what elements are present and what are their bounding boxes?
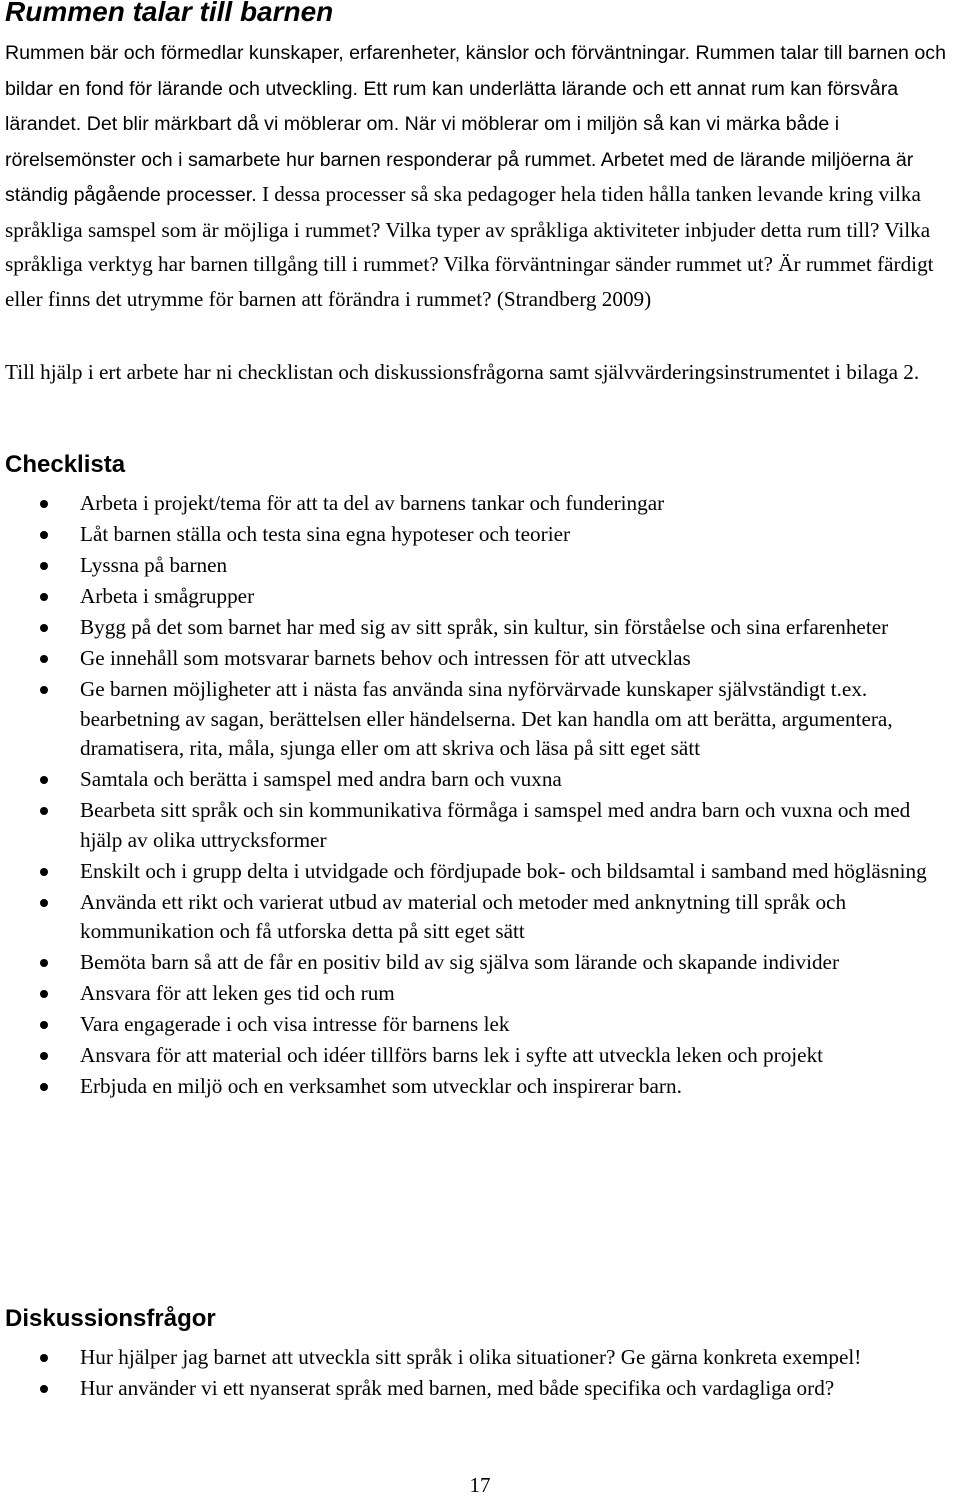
bullet-icon bbox=[40, 1354, 48, 1362]
discussion-list bbox=[0, 1343, 960, 1405]
section-heading-rooms: Rummen talar till barnen bbox=[5, 0, 334, 27]
bullet-icon bbox=[40, 1083, 48, 1091]
list-item-text: Hur använder vi ett nyanserat språk med barnen, med både specifika och vardagliga ord? bbox=[80, 1376, 835, 1400]
list-item bbox=[0, 888, 950, 947]
list-item bbox=[0, 857, 950, 887]
list-item bbox=[0, 489, 950, 519]
intro-paragraph bbox=[5, 35, 960, 316]
discussion-heading: Diskussionsfrågor bbox=[5, 1305, 216, 1332]
list-item-text: Bemöta barn så att de får en positiv bild av sig själva som lärande och skapande individer bbox=[80, 950, 840, 974]
list-item-text: Lyssna på barnen bbox=[80, 553, 228, 577]
list-item-text: Ge innehåll som motsvarar barnets behov och intressen för att utvecklas bbox=[80, 646, 691, 670]
checklist-list bbox=[0, 489, 960, 1103]
list-item-text: Arbeta i smågrupper bbox=[80, 584, 255, 608]
bullet-icon bbox=[40, 1052, 48, 1060]
list-item bbox=[0, 948, 950, 978]
list-item-text: Använda ett rikt och varierat utbud av material och metoder med anknytning till språk och kommunikation och få utforska detta på sitt eget sätt bbox=[80, 889, 847, 943]
list-item-text: Låt barnen ställa och testa sina egna hypoteser och teorier bbox=[80, 522, 571, 546]
help-paragraph: Till hjälp i ert arbete har ni checklistan och diskussionsfrågorna samt självvärderingsinstrumentet i bilaga 2. bbox=[5, 360, 920, 384]
bullet-icon bbox=[40, 500, 48, 508]
bullet-icon bbox=[40, 1385, 48, 1393]
bullet-icon bbox=[40, 686, 48, 694]
list-item-text: Bygg på det som barnet har med sig av sitt språk, sin kultur, sin förståelse och sina erfarenheter bbox=[80, 615, 889, 639]
bullet-icon bbox=[40, 959, 48, 967]
list-item bbox=[0, 765, 950, 795]
list-item-text: Ansvara för att material och idéer tillförs barns lek i syfte att utveckla leken och projekt bbox=[80, 1043, 824, 1067]
list-item bbox=[0, 520, 950, 550]
list-item-text: Hur hjälper jag barnet att utveckla sitt språk i olika situationer? Ge gärna konkreta exempel! bbox=[80, 1345, 862, 1369]
page-number: 17 bbox=[469, 1473, 491, 1497]
list-item-text: Vara engagerade i och visa intresse för barnens lek bbox=[80, 1012, 510, 1036]
list-item bbox=[0, 1010, 950, 1040]
bullet-icon bbox=[40, 776, 48, 784]
list-item bbox=[0, 1343, 950, 1373]
list-item bbox=[0, 1374, 950, 1404]
list-item-text: Enskilt och i grupp delta i utvidgade och fördjupade bok- och bildsamtal i samband med högläsning bbox=[80, 858, 927, 883]
list-item-text: Samtala och berätta i samspel med andra barn och vuxna bbox=[80, 767, 562, 791]
bullet-icon bbox=[40, 624, 48, 632]
list-item bbox=[0, 796, 950, 855]
bullet-icon bbox=[40, 807, 48, 815]
list-item-text: Erbjuda en miljö och en verksamhet som utvecklar och inspirerar barn. bbox=[80, 1074, 682, 1098]
bullet-icon bbox=[40, 593, 48, 601]
list-item-text: Ansvara för att leken ges tid och rum bbox=[80, 981, 395, 1005]
list-item bbox=[0, 644, 950, 674]
checklist-heading: Checklista bbox=[5, 451, 126, 478]
bullet-icon bbox=[40, 899, 48, 907]
list-item bbox=[0, 1072, 950, 1102]
list-item bbox=[0, 582, 950, 612]
list-item bbox=[0, 1041, 950, 1071]
bullet-icon bbox=[40, 531, 48, 539]
list-item-text: Bearbeta sitt språk och sin kommunikativa förmåga i samspel med andra barn och vuxna och med hjälp av olika uttrycksformer bbox=[80, 798, 911, 852]
bullet-icon bbox=[40, 868, 48, 876]
list-item bbox=[0, 551, 950, 581]
bullet-icon bbox=[40, 1021, 48, 1029]
list-item bbox=[0, 675, 950, 764]
bullet-icon bbox=[40, 990, 48, 998]
intro-sans-text: Rummen bär och förmedlar kunskaper, erfarenheter, känslor och förväntningar. Rummen talar till barnen och bildar en fond för lärande och utveckling. Ett rum kan underlätta lärande och ett annat rum kan försvåra lärandet. Det blir märkbart då vi möblerar om. När vi möblerar om i miljön så kan vi märka både i rörelsemönster och i samarbete hur barnen responderar på rummet. Arbetet med de lärande miljöerna är ständig pågående processer. bbox=[5, 42, 946, 206]
bullet-icon bbox=[40, 655, 48, 663]
list-item-text: Ge barnen möjligheter att i nästa fas använda sina nyförvärvade kunskaper självständigt t.ex. bearbetning av sagan, berättelsen eller händelserna. Det kan handla om att berätta, argumentera, dramatisera, rita, måla, sjunga eller om att skriva och läsa på sitt eget sätt bbox=[80, 677, 893, 760]
list-item bbox=[0, 979, 950, 1009]
intro-serif-text: I dessa processer så ska pedagoger hela tiden hålla tanken levande kring vilka språkliga samspel som är möjliga i rummet? Vilka typer av språkliga aktiviteter inbjuder detta rum till? Vilka språkliga verktyg har barnen tillgång till i rummet? Vilka förväntningar sänder rummet ut? Är rummet färdigt eller finns det utrymme för barnen att förändra i rummet? (Strandberg 2009) bbox=[5, 182, 934, 311]
bullet-icon bbox=[40, 562, 48, 570]
list-item-text: Arbeta i projekt/tema för att ta del av barnens tankar och funderingar bbox=[80, 491, 665, 515]
list-item bbox=[0, 613, 950, 643]
